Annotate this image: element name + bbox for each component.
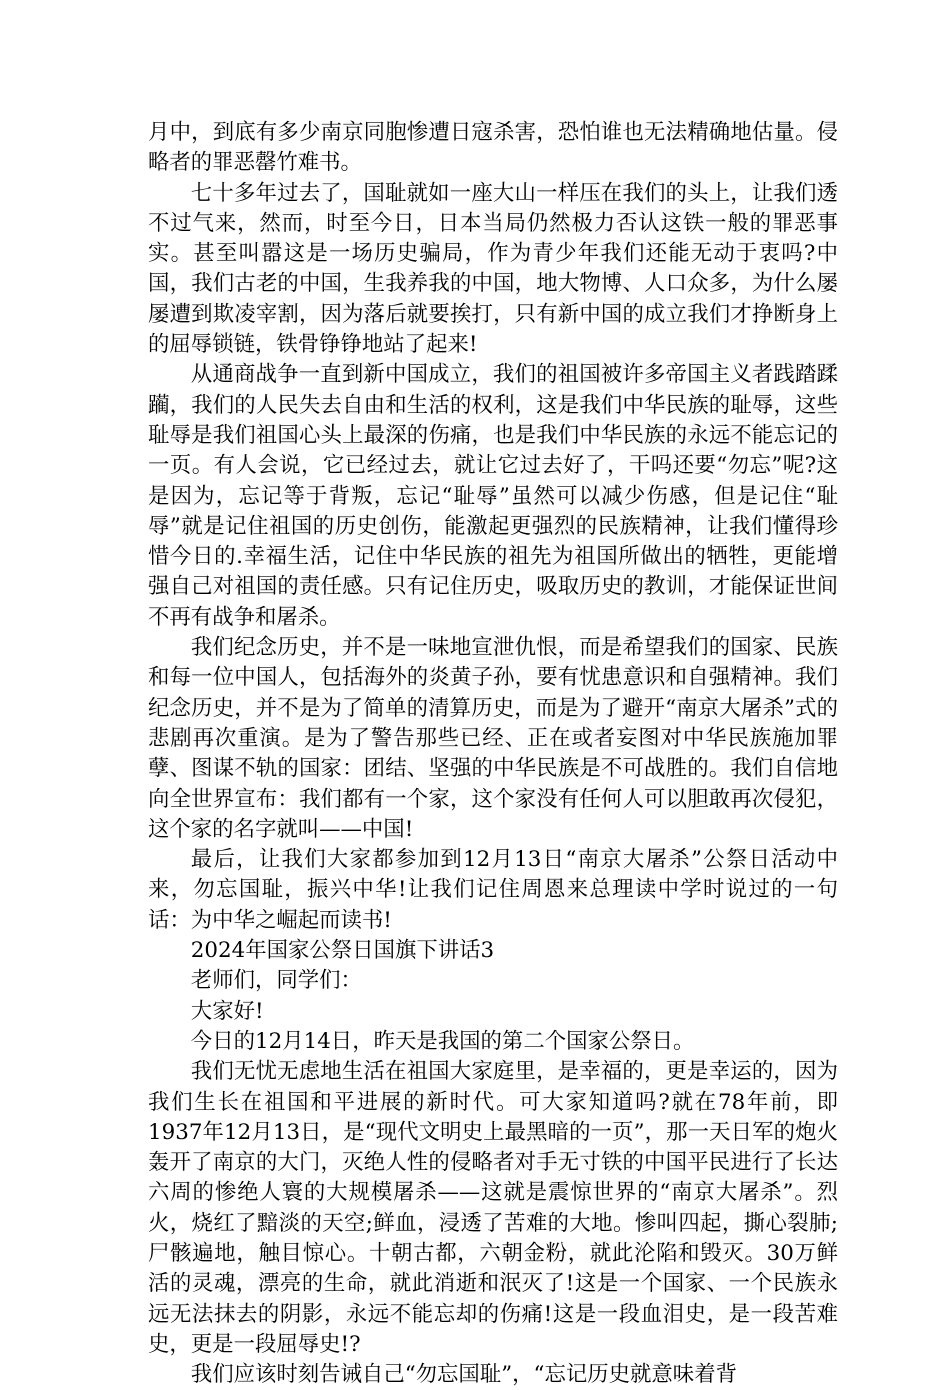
paragraph: 我们无忧无虑地生活在祖国大家庭里，是幸福的，更是幸运的，因为我们生长在祖国和平进展的新时代。可大家知道吗?就在78年前，即1937年12月13日，是“现代文明史上最黑暗的一页”，那一天日军的炮火轰开了南京的大门，灭绝人性的侵略者对手无寸铁的中国平民进行了长达六周的惨绝人寰的大规模屠杀——这就是震惊世界的“南京大屠杀”。烈火，烧红了黯淡的天空;鲜血，浸透了苦难的大地。惨叫四起，撕心裂肺;尸骸遍地，触目惊心。十朝古都，六朝金粉，就此沦陷和毁灭。30万鲜活的灵魂，漂亮的生命，就此消逝和泯灭了!这是一个国家、一个民族永远无法抹去的阴影，永远不能忘却的伤痛!这是一段血泪史，是一段苦难史，更是一段屈辱史!? (148, 1059, 838, 1357)
paragraph: 我们纪念历史，并不是一味地宣泄仇恨，而是希望我们的国家、民族和每一位中国人，包括海外的炎黄子孙，要有忧患意识和自强精神。我们纪念历史，并不是为了简单的清算历史，而是为了避开“南京大屠杀”式的悲剧再次重演。是为了警告那些已经、正在或者妄图对中华民族施加罪孽、图谋不轨的国家：团结、坚强的中华民族是不可战胜的。我们自信地向全世界宣布：我们都有一个家，这个家没有任何人可以胆敢再次侵犯，这个家的名字就叫——中国! (148, 635, 838, 842)
paragraph: 月中，到底有多少南京同胞惨遭日寇杀害，恐怕谁也无法精确地估量。侵略者的罪恶罄竹难书。 (148, 120, 838, 176)
paragraph: 七十多年过去了，国耻就如一座大山一样压在我们的头上，让我们透不过气来，然而，时至今日，日本当局仍然极力否认这铁一般的罪恶事实。甚至叫嚣这是一场历史骗局，作为青少年我们还能无动于衷吗?中国，我们古老的中国，生我养我的中国，地大物博、人口众多，为什么屡屡遭到欺凌宰割，因为落后就要挨打，只有新中国的成立我们才挣断身上的屈辱锁链，铁骨铮铮地站了起来! (148, 180, 838, 358)
salutation: 老师们，同学们： (190, 968, 362, 994)
paragraph: 我们应该时刻告诫自己“勿忘国耻”，“忘记历史就意味着背 (190, 1362, 737, 1388)
paragraph: 从通商战争一直到新中国成立，我们的祖国被许多帝国主义者践踏蹂躏，我们的人民失去自由和生活的权利，这是我们中华民族的耻辱，这些耻辱是我们祖国心头上最深的伤痛，也是我们中华民族的永远不能忘记的一页。有人会说，它已经过去，就让它过去好了，干吗还要“勿忘”呢?这是因为，忘记等于背叛，忘记“耻辱”虽然可以减少伤感，但是记住“耻辱”就是记住祖国的历史创伤，能激起更强烈的民族精神，让我们懂得珍惜今日的.幸福生活，记住中华民族的祖先为祖国所做出的牺牲，更能增强自己对祖国的责任感。只有记住历史，吸取历史的教训，才能保证世间不再有战争和屠杀。 (148, 362, 838, 630)
paragraph: 今日的12月14日，昨天是我国的第二个国家公祭日。 (190, 1028, 695, 1054)
section-heading: 2024年国家公祭日国旗下讲话3 (190, 938, 495, 964)
document-body (148, 118, 838, 1390)
greeting: 大家好! (190, 998, 264, 1024)
paragraph: 最后，让我们大家都参加到12月13日“南京大屠杀”公祭日活动中来，勿忘国耻，振兴中华!让我们记住周恩来总理读中学时说过的一句话：为中华之崛起而读书! (148, 847, 838, 933)
